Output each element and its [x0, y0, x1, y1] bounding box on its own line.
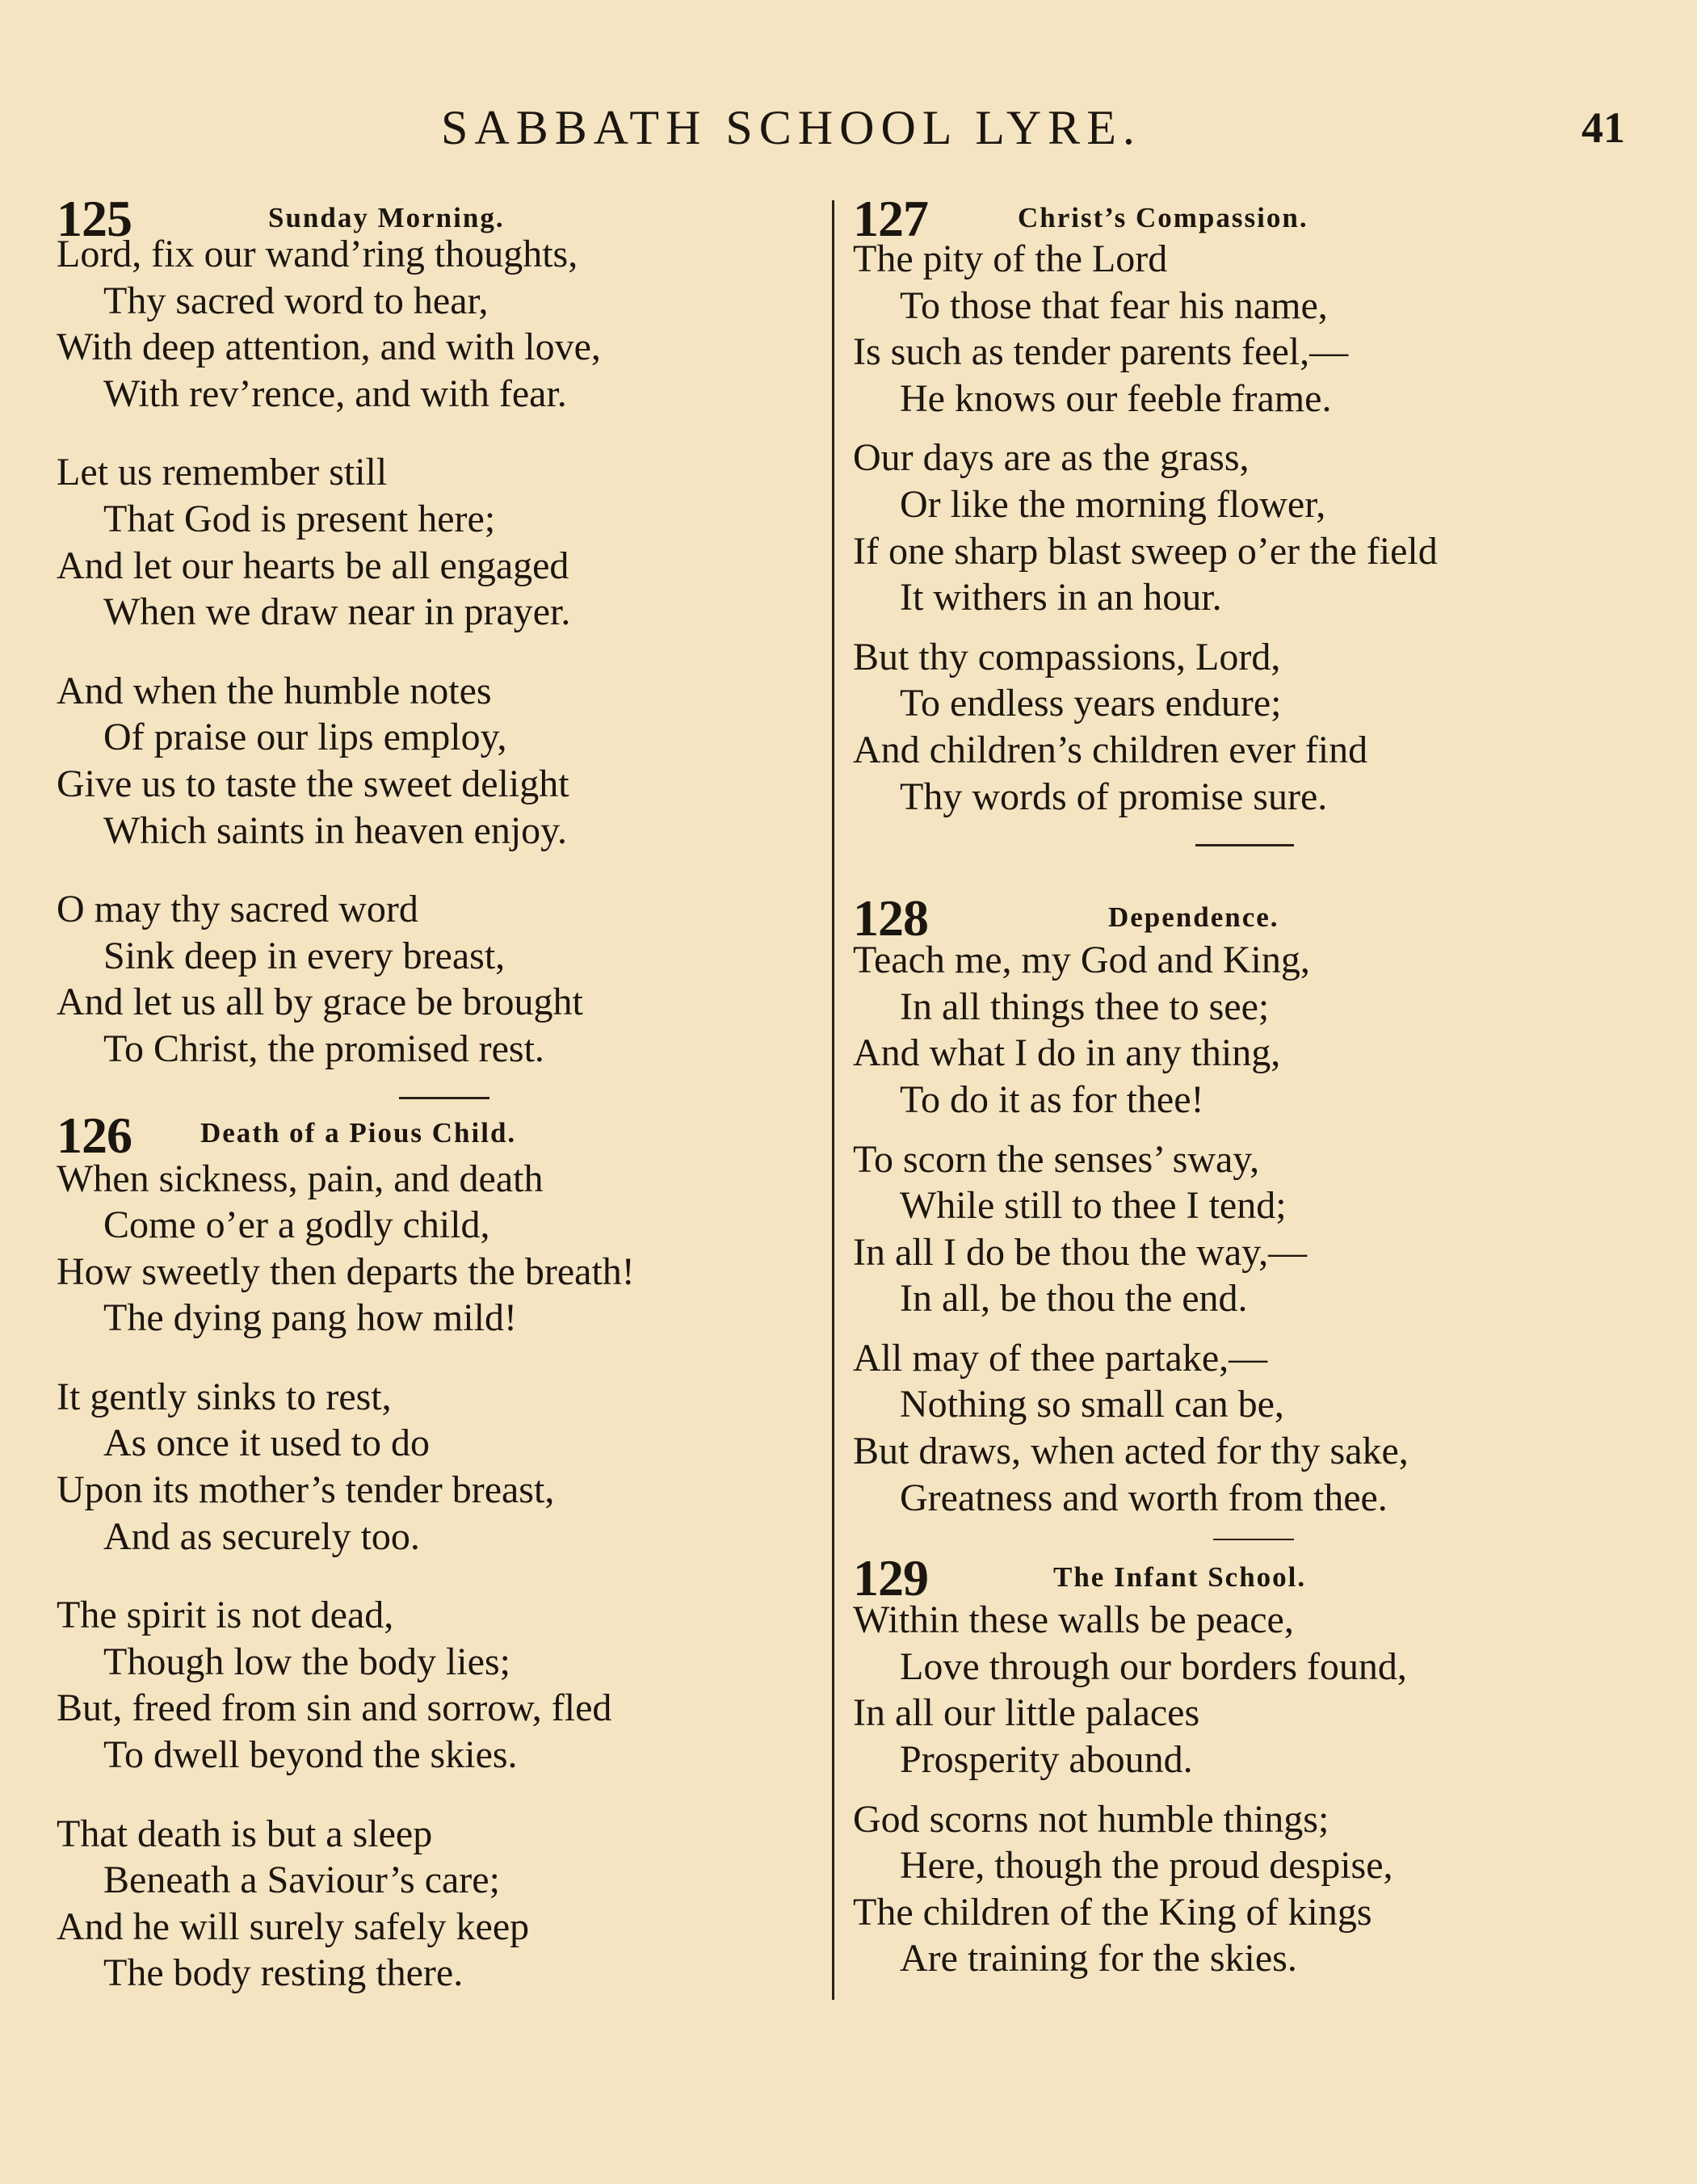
verse-line: Or like the morning flower,: [900, 482, 1326, 526]
verse-line: Is such as tender parents feel,—: [853, 330, 1349, 374]
verse-line: Prosperity abound.: [900, 1738, 1193, 1782]
hymn-title: Death of a Pious Child.: [200, 1116, 517, 1149]
verse-line: The spirit is not dead,: [57, 1594, 394, 1637]
stanza: [853, 435, 1628, 620]
page-header: [0, 95, 1697, 160]
verse-line: With rev’rence, and with fear.: [103, 372, 567, 415]
verse-line: In all, be thou the end.: [900, 1277, 1248, 1321]
verse-line: Thy sacred word to hear,: [103, 279, 489, 322]
hymn-heading: [853, 192, 1628, 246]
verse-line: And as securely too.: [103, 1514, 420, 1558]
verse-line: Beneath a Saviour’s care;: [103, 1858, 500, 1902]
verse-line: And he will surely safely keep: [57, 1905, 530, 1948]
verse-line: When we draw near in prayer.: [103, 590, 571, 634]
verse-line: And children’s children ever find: [853, 728, 1368, 771]
hymn-129: [853, 1549, 1628, 1982]
verse-line: As once it used to do: [103, 1422, 430, 1465]
stanza: [57, 1811, 832, 1997]
verse-line: In all I do be thou the way,—: [853, 1230, 1308, 1274]
verse-line: To do it as for thee!: [900, 1077, 1204, 1121]
hymn-title: Sunday Morning.: [268, 202, 505, 233]
verse-line: God scorns not humble things;: [853, 1797, 1329, 1841]
verse-line: Here, though the proud despise,: [900, 1844, 1393, 1888]
verse-line: To endless years endure;: [900, 682, 1282, 725]
hymn-number: 128: [853, 889, 928, 947]
verse-line: Give us to taste the sweet delight: [57, 762, 569, 805]
verse-line: Come o’er a godly child,: [103, 1203, 490, 1247]
verse-line: Though low the body lies;: [103, 1640, 510, 1683]
stanza: [57, 1156, 832, 1342]
running-title: SABBATH SCHOOL LYRE.: [441, 101, 1141, 154]
hymn-heading: [57, 1106, 832, 1164]
verse-line: To scorn the senses’ sway,: [853, 1137, 1260, 1181]
right-column: [853, 192, 1628, 1982]
verse-line: Lord, fix our wand’ring thoughts,: [57, 233, 578, 275]
hymn-divider: [399, 1097, 489, 1099]
verse-line: Teach me, my God and King,: [853, 939, 1310, 982]
hymn-127: [853, 192, 1628, 820]
hymn-divider: [1195, 844, 1294, 846]
stanza: [57, 886, 832, 1072]
stanza: [57, 668, 832, 854]
verse-line: In all things thee to see;: [900, 985, 1270, 1028]
verse-line: With deep attention, and with love,: [57, 326, 601, 369]
verse-line: The children of the King of kings: [853, 1890, 1372, 1934]
verse-line: When sickness, pain, and death: [57, 1157, 544, 1200]
hymn-title: Dependence.: [1108, 901, 1279, 934]
verse-line: Greatness and worth from thee.: [900, 1476, 1388, 1519]
stanza: [853, 1597, 1628, 1783]
hymn-number: 125: [57, 190, 132, 247]
hymn-125: [57, 192, 832, 1073]
hymn-heading: [57, 192, 832, 246]
verse-line: If one sharp blast sweep o’er the field: [853, 529, 1438, 573]
stanza: [853, 1335, 1628, 1521]
hymn-number: 129: [853, 1549, 928, 1607]
verse-line: To Christ, the promised rest.: [103, 1027, 544, 1070]
verse-line: Upon its mother’s tender breast,: [57, 1468, 555, 1512]
stanza: [853, 1796, 1628, 1982]
verse-line: Love through our borders found,: [900, 1644, 1407, 1688]
hymn-heading: [853, 1549, 1628, 1607]
hymn-title: The Infant School.: [1053, 1561, 1307, 1594]
verse-line: To those that fear his name,: [900, 284, 1328, 327]
verse-line: Of praise our lips employ,: [103, 716, 507, 759]
verse-line: That death is but a sleep: [57, 1812, 433, 1855]
verse-line: But, freed from sin and sorrow, fled: [57, 1686, 612, 1730]
hymn-title: Christ’s Compassion.: [1018, 202, 1308, 233]
verse-line: But thy compassions, Lord,: [853, 635, 1281, 678]
hymn-number: 127: [853, 190, 928, 247]
verse-line: And when the humble notes: [57, 669, 492, 712]
stanza: [853, 634, 1628, 820]
verse-line: He knows our feeble frame.: [900, 376, 1332, 420]
verse-line: How sweetly then departs the breath!: [57, 1250, 635, 1293]
hymn-heading: [853, 889, 1628, 947]
hymn-128: [853, 889, 1628, 1521]
stanza: [853, 236, 1628, 422]
verse-line: It withers in an hour.: [900, 576, 1222, 620]
verse-line: Our days are as the grass,: [853, 436, 1250, 480]
stanza: [57, 1374, 832, 1560]
verse-line: Within these walls be peace,: [853, 1598, 1294, 1642]
verse-line: While still to thee I tend;: [900, 1184, 1287, 1228]
verse-line: To dwell beyond the skies.: [103, 1733, 518, 1777]
verse-line: And let us all by grace be brought: [57, 981, 583, 1024]
verse-line: That God is present here;: [103, 497, 496, 540]
verse-line: The dying pang how mild!: [103, 1296, 517, 1340]
verse-line: In all our little palaces: [853, 1691, 1200, 1735]
stanza: [57, 231, 832, 417]
hymn-number: 126: [57, 1106, 132, 1164]
verse-line: It gently sinks to rest,: [57, 1375, 392, 1418]
verse-line: The body resting there.: [103, 1951, 464, 1995]
verse-line: All may of thee partake,—: [853, 1336, 1268, 1380]
column-rule: [832, 200, 834, 2000]
verse-line: The pity of the Lord: [853, 237, 1168, 280]
stanza: [57, 1592, 832, 1778]
stanza: [57, 449, 832, 635]
verse-line: And what I do in any thing,: [853, 1031, 1281, 1075]
stanza: [853, 1136, 1628, 1322]
verse-line: Thy words of promise sure.: [900, 775, 1328, 818]
page-number: 41: [1581, 103, 1625, 152]
verse-line: Which saints in heaven enjoy.: [103, 808, 568, 852]
hymn-126: [57, 1106, 832, 1997]
verse-line: Nothing so small can be,: [900, 1383, 1284, 1426]
stanza: [853, 937, 1628, 1123]
verse-line: Let us remember still: [57, 451, 388, 494]
hymn-divider: [1213, 1539, 1294, 1540]
verse-line: But draws, when acted for thy sake,: [853, 1430, 1409, 1473]
verse-line: Sink deep in every breast,: [103, 934, 506, 977]
verse-line: Are training for the skies.: [900, 1937, 1297, 1980]
left-column: [57, 192, 832, 1997]
verse-line: O may thy sacred word: [57, 888, 418, 931]
verse-line: And let our hearts be all engaged: [57, 544, 569, 587]
